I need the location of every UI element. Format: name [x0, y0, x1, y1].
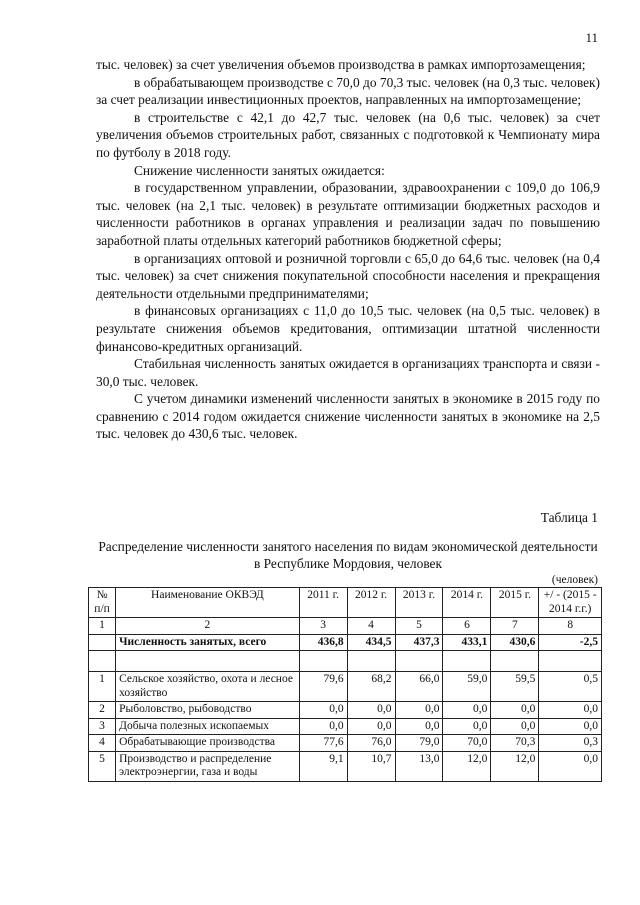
table-row [89, 735, 602, 752]
table-cell [299, 651, 347, 672]
table-cell [395, 651, 443, 672]
paragraph: Снижение численности занятых ожидается: [134, 162, 385, 178]
table-cell [347, 651, 395, 672]
paragraph: тыс. человек) за счет увеличения объемов производства в рамках импортозамещения; [96, 57, 586, 72]
table-cell: 434,5 [347, 634, 395, 651]
table-cell: Рыболовство, рыбоводство [116, 702, 300, 719]
paragraph: в финансовых организациях с 11,0 до 10,5 тыс. человек (на 0,5 тыс. человек) в результате снижения объемов кредитования, оптимизации штатной численности финансово-кредитных организаций. [96, 303, 600, 354]
table-cell: 0,3 [539, 735, 602, 752]
table-cell: 70,3 [491, 735, 539, 752]
table-cell: 436,8 [299, 634, 347, 651]
table-row [89, 718, 602, 735]
table-cell: 6 [443, 618, 491, 635]
table-cell [539, 651, 602, 672]
table-row [89, 702, 602, 719]
table-cell: 2 [116, 618, 300, 635]
table-cell: 0,0 [347, 718, 395, 735]
table-cell: 12,0 [491, 751, 539, 781]
table-row [89, 672, 602, 702]
table-title: Распределение численности занятого населения по видам экономической деятельности в Республике Мордовия, человек [98, 539, 598, 571]
paragraph: в обрабатывающем производстве с 70,0 до 70,3 тыс. человек (на 0,3 тыс. человек) за счет реализации инвестиционных проектов, направленных на импортозамещение; [96, 74, 600, 108]
table-cell: 0,0 [443, 718, 491, 735]
table-cell: 68,2 [347, 672, 395, 702]
table-cell: 2 [89, 702, 116, 719]
table-cell: 0,0 [491, 718, 539, 735]
table-cell: 79,6 [299, 672, 347, 702]
table-cell [89, 651, 116, 672]
column-header: 2014 г. [443, 588, 491, 618]
table-unit: (человек) [551, 574, 598, 586]
table-cell: 79,0 [395, 735, 443, 752]
table-cell [443, 651, 491, 672]
employment-table [88, 587, 602, 782]
table-cell: Обрабатывающие производства [116, 735, 300, 752]
column-header: 2012 г. [347, 588, 395, 618]
table-total-row [89, 634, 602, 651]
table-cell: 5 [395, 618, 443, 635]
table-cell: 1 [89, 618, 116, 635]
table-header-row [89, 588, 602, 618]
table-cell: 4 [89, 735, 116, 752]
body-text [96, 56, 600, 443]
paragraph: Стабильная численность занятых ожидается в организациях транспорта и связи - 30,0 тыс. человек. [96, 356, 600, 389]
table-cell [491, 651, 539, 672]
table-cell: 5 [89, 751, 116, 781]
paragraph: в строительстве с 42,1 до 42,7 тыс. человек (на 0,6 тыс. человек) за счет увеличения объемов строительных работ, связанных с подготовкой к Чемпионату мира по футболу в 2018 году. [96, 109, 600, 160]
table-cell: 0,0 [347, 702, 395, 719]
table-cell: 4 [347, 618, 395, 635]
table-cell: 0,0 [491, 702, 539, 719]
column-header: 2011 г. [299, 588, 347, 618]
paragraph: в организациях оптовой и розничной торговли с 65,0 до 64,6 тыс. человек (на 0,4 тыс. человек) за счет снижения покупательной способности населения и прекращения деятельности отдельными предпринимателями; [96, 250, 600, 301]
table-cell: 437,3 [395, 634, 443, 651]
table-cell: 0,0 [395, 718, 443, 735]
table-cell: Добыча полезных ископаемых [116, 718, 300, 735]
table-cell: 12,0 [443, 751, 491, 781]
table-cell: 1 [89, 672, 116, 702]
table-cell: 3 [299, 618, 347, 635]
column-header: Наименование ОКВЭД [116, 588, 300, 618]
paragraph: в государственном управлении, образовании, здравоохранении с 109,0 до 106,9 тыс. человек (на 2,1 тыс. человек) в результате оптимизации бюджетных расходов и численности работников в органах управления и реализации задач по повышению заработной платы отдельных категорий работников бюджетной сферы; [96, 180, 600, 248]
table-cell: 77,6 [299, 735, 347, 752]
column-header: № п/п [89, 588, 116, 618]
table-spacer-row [89, 651, 602, 672]
table-cell: 66,0 [395, 672, 443, 702]
table-cell: 0,0 [443, 702, 491, 719]
paragraph: С учетом динамики изменений численности занятых в экономике в 2015 году по сравнению с 2014 годом ожидается снижение численности занятых в экономике на 2,5 тыс. человек до 430,6 тыс. человек. [96, 391, 600, 442]
table-cell: 7 [491, 618, 539, 635]
column-header: 2015 г. [491, 588, 539, 618]
table-cell [89, 634, 116, 651]
table-cell: 3 [89, 718, 116, 735]
table-cell: 430,6 [491, 634, 539, 651]
page-number: 11 [585, 30, 598, 45]
table-cell: Сельское хозяйство, охота и лесное хозяйство [116, 672, 300, 702]
table-cell: 70,0 [443, 735, 491, 752]
table-cell: 0,0 [539, 702, 602, 719]
column-header: 2013 г. [395, 588, 443, 618]
table-cell: 9,1 [299, 751, 347, 781]
table-cell: Производство и распределение электроэнергии, газа и воды [116, 751, 300, 781]
table-cell: 8 [539, 618, 602, 635]
table-cell: 13,0 [395, 751, 443, 781]
table-index-row [89, 618, 602, 635]
column-header: +/ - (2015 - 2014 г.г.) [539, 588, 602, 618]
table-cell: 0,0 [539, 751, 602, 781]
table-cell: 0,0 [299, 702, 347, 719]
table-row [89, 751, 602, 781]
table-label: Таблица 1 [540, 510, 598, 525]
table-cell: 0,5 [539, 672, 602, 702]
table-cell: 0,0 [539, 718, 602, 735]
table-cell: 0,0 [395, 702, 443, 719]
table-cell [116, 651, 300, 672]
table-cell: 76,0 [347, 735, 395, 752]
table-cell: 59,0 [443, 672, 491, 702]
table-cell: 10,7 [347, 751, 395, 781]
table-cell: Численность занятых, всего [116, 634, 300, 651]
table-cell: -2,5 [539, 634, 602, 651]
table-cell: 0,0 [299, 718, 347, 735]
table-cell: 59,5 [491, 672, 539, 702]
table-cell: 433,1 [443, 634, 491, 651]
